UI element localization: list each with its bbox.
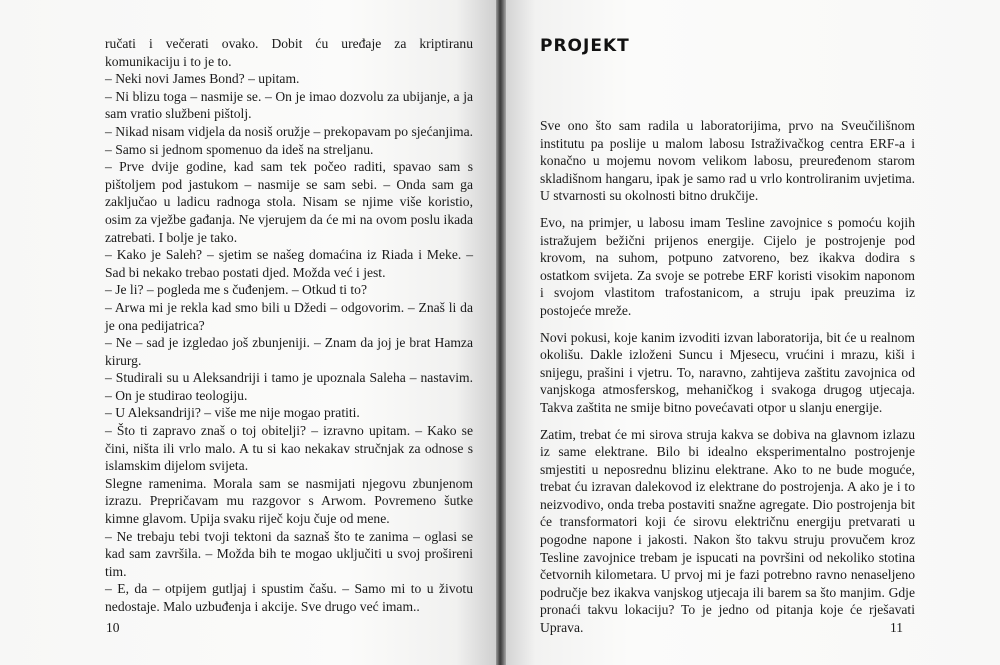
left-page [0, 0, 496, 665]
paragraph: Novi pokusi, koje kanim izvoditi izvan laboratorija, bit će u realnom okolišu. Dakle izloženi Suncu i Mjesecu, vrućini i mrazu, kiši i snijegu, prašini i vjetru. To, naravno, zahtijeva zaštitu zavojnica od vanjskoga atmosferskog, mehaničkog i svakoga drugog utjecaja. Takva zaštita ne smije bitno povećavati otpor u slanju energije. [540, 329, 915, 415]
paragraph: Slegne ramenima. Morala sam se nasmijati njegovu zbunjenom izrazu. Prepričavam mu razgovor s Arwom. Povremeno šutke kimne glavom. Upija svaku riječ koju čuje od mene. [105, 475, 473, 527]
paragraph: ručati i večerati ovako. Dobit ću uređaje za kriptiranu komunikaciju i to je to. [105, 36, 473, 69]
paragraph: – Studirali su u Aleksandriji i tamo je upoznala Saleha – nastavim. – On je studirao teologiju. [105, 370, 473, 403]
chapter-heading: PROJEKT [540, 36, 630, 56]
right-page-text [540, 117, 915, 646]
left-page-text [105, 35, 473, 616]
paragraph: – E, da – otpijem gutljaj i spustim čašu. – Samo mi to u životu nedostaje. Malo uzbuđenja i akcije. Sve drugo već imam.. [105, 581, 473, 614]
paragraph: – Kako je Saleh? – sjetim se našeg domaćina iz Riada i Meke. – Sad bi nekako trebao postati djed. Možda već i jest. [105, 247, 473, 280]
paragraph: – Ne trebaju tebi tvoji tektoni da saznaš što te zanima – oglasi se kad sam završila. – Možda bih te mogao uključiti u svoj prošireni tim. [105, 528, 473, 579]
book-gutter [496, 0, 506, 665]
page-number: 10 [106, 620, 120, 635]
paragraph: – U Aleksandriji? – više me nije mogao pratiti. [105, 405, 360, 421]
paragraph: – Prve dvije godine, kad sam tek počeo raditi, spavao sam s pištoljem pod jastukom – nasmije se sam sebi. – Onda sam ga zaključao u ladicu radnoga stola. Nisam se njime više koristio, osim za vježbe gađanja. Ne vjerujem da će mi na ovom poslu ikada zatrebati. I bolje je tako. [105, 159, 473, 245]
right-page [506, 0, 1000, 665]
page-number: 11 [890, 620, 903, 635]
paragraph: Evo, na primjer, u labosu imam Tesline zavojnice s pomoću kojih istražujem bežični prijenos energije. Cijelo je postrojenje pod krovom, na suhom, potpuno zatvoreno, bez ikakva dodira s ostatkom svijeta. Za svoje se potrebe ERF koristi visokim naponom i svojom vlastitom trafostanicom, a struju ipak preuzima iz postojeće mreže. [540, 214, 915, 318]
paragraph: – Arwa mi je rekla kad smo bili u Džedi – odgovorim. – Znaš li da je ona pedijatrica? [105, 299, 473, 333]
paragraph: – Je li? – pogleda me s čuđenjem. – Otkud ti to? [105, 282, 367, 298]
paragraph: – Ni blizu toga – nasmije se. – On je imao dozvolu za ubijanje, a ja sam vratio službeni pištolj. [105, 88, 473, 122]
paragraph: Zatim, trebat će mi sirova struja kakva se dobiva na glavnom izlazu iz same elektrane. Bilo bi idealno eksperimentalno postrojenje smjestiti u neposrednu blizinu elektrane. Ako to ne bude moguće, trebat ću izravan dalekovod iz elektrane do postrojenja. A ako je i to neizvodivo, onda treba postaviti snažne agregate. Dio postrojenja bit će transformatori koji će sirovu električnu energiju pretvarati u pogodne napone i jakosti. Nakon što takvu struju provučem kroz Tesline zavojnice trebam je ispucati na površini od nekoliko stotina četvornih kilometara. U prvoj mi je fazi potrebno ravno nenaseljeno područje bez ikakva vanjskog utjecaja ili barem sa što manjim. Gdje pronaći takvu lokaciju? To je jedno od pitanja koje će rješavati Uprava. [540, 426, 915, 636]
paragraph: – Što ti zapravo znaš o toj obitelji? – izravno upitam. – Kako se čini, ništa ili vrlo malo. A tu si kao nekakav stručnjak za odnose s islamskim dijelom svijeta. [105, 423, 473, 474]
paragraph: Sve ono što sam radila u laboratorijima, prvo na Sveučilišnom institutu pa poslije u malom labosu Istraživačkog centra ERF-a i konačno u mojemu novom velikom labosu, preuređenom starom skladišnom hangaru, ipak je samo rad u vrlo kontroliranim uvjetima. U stvarnosti su okolnosti bitno drukčije. [540, 118, 915, 204]
paragraph: – Neki novi James Bond? – upitam. [105, 71, 300, 87]
paragraph: – Nikad nisam vidjela da nosiš oružje – prekopavam po sjećanjima. – Samo si jednom spomenuo da ideš na streljanu. [105, 123, 473, 157]
paragraph: – Ne – sad je izgledao još zbunjeniji. – Znam da joj je brat Hamza kirurg. [105, 335, 473, 368]
